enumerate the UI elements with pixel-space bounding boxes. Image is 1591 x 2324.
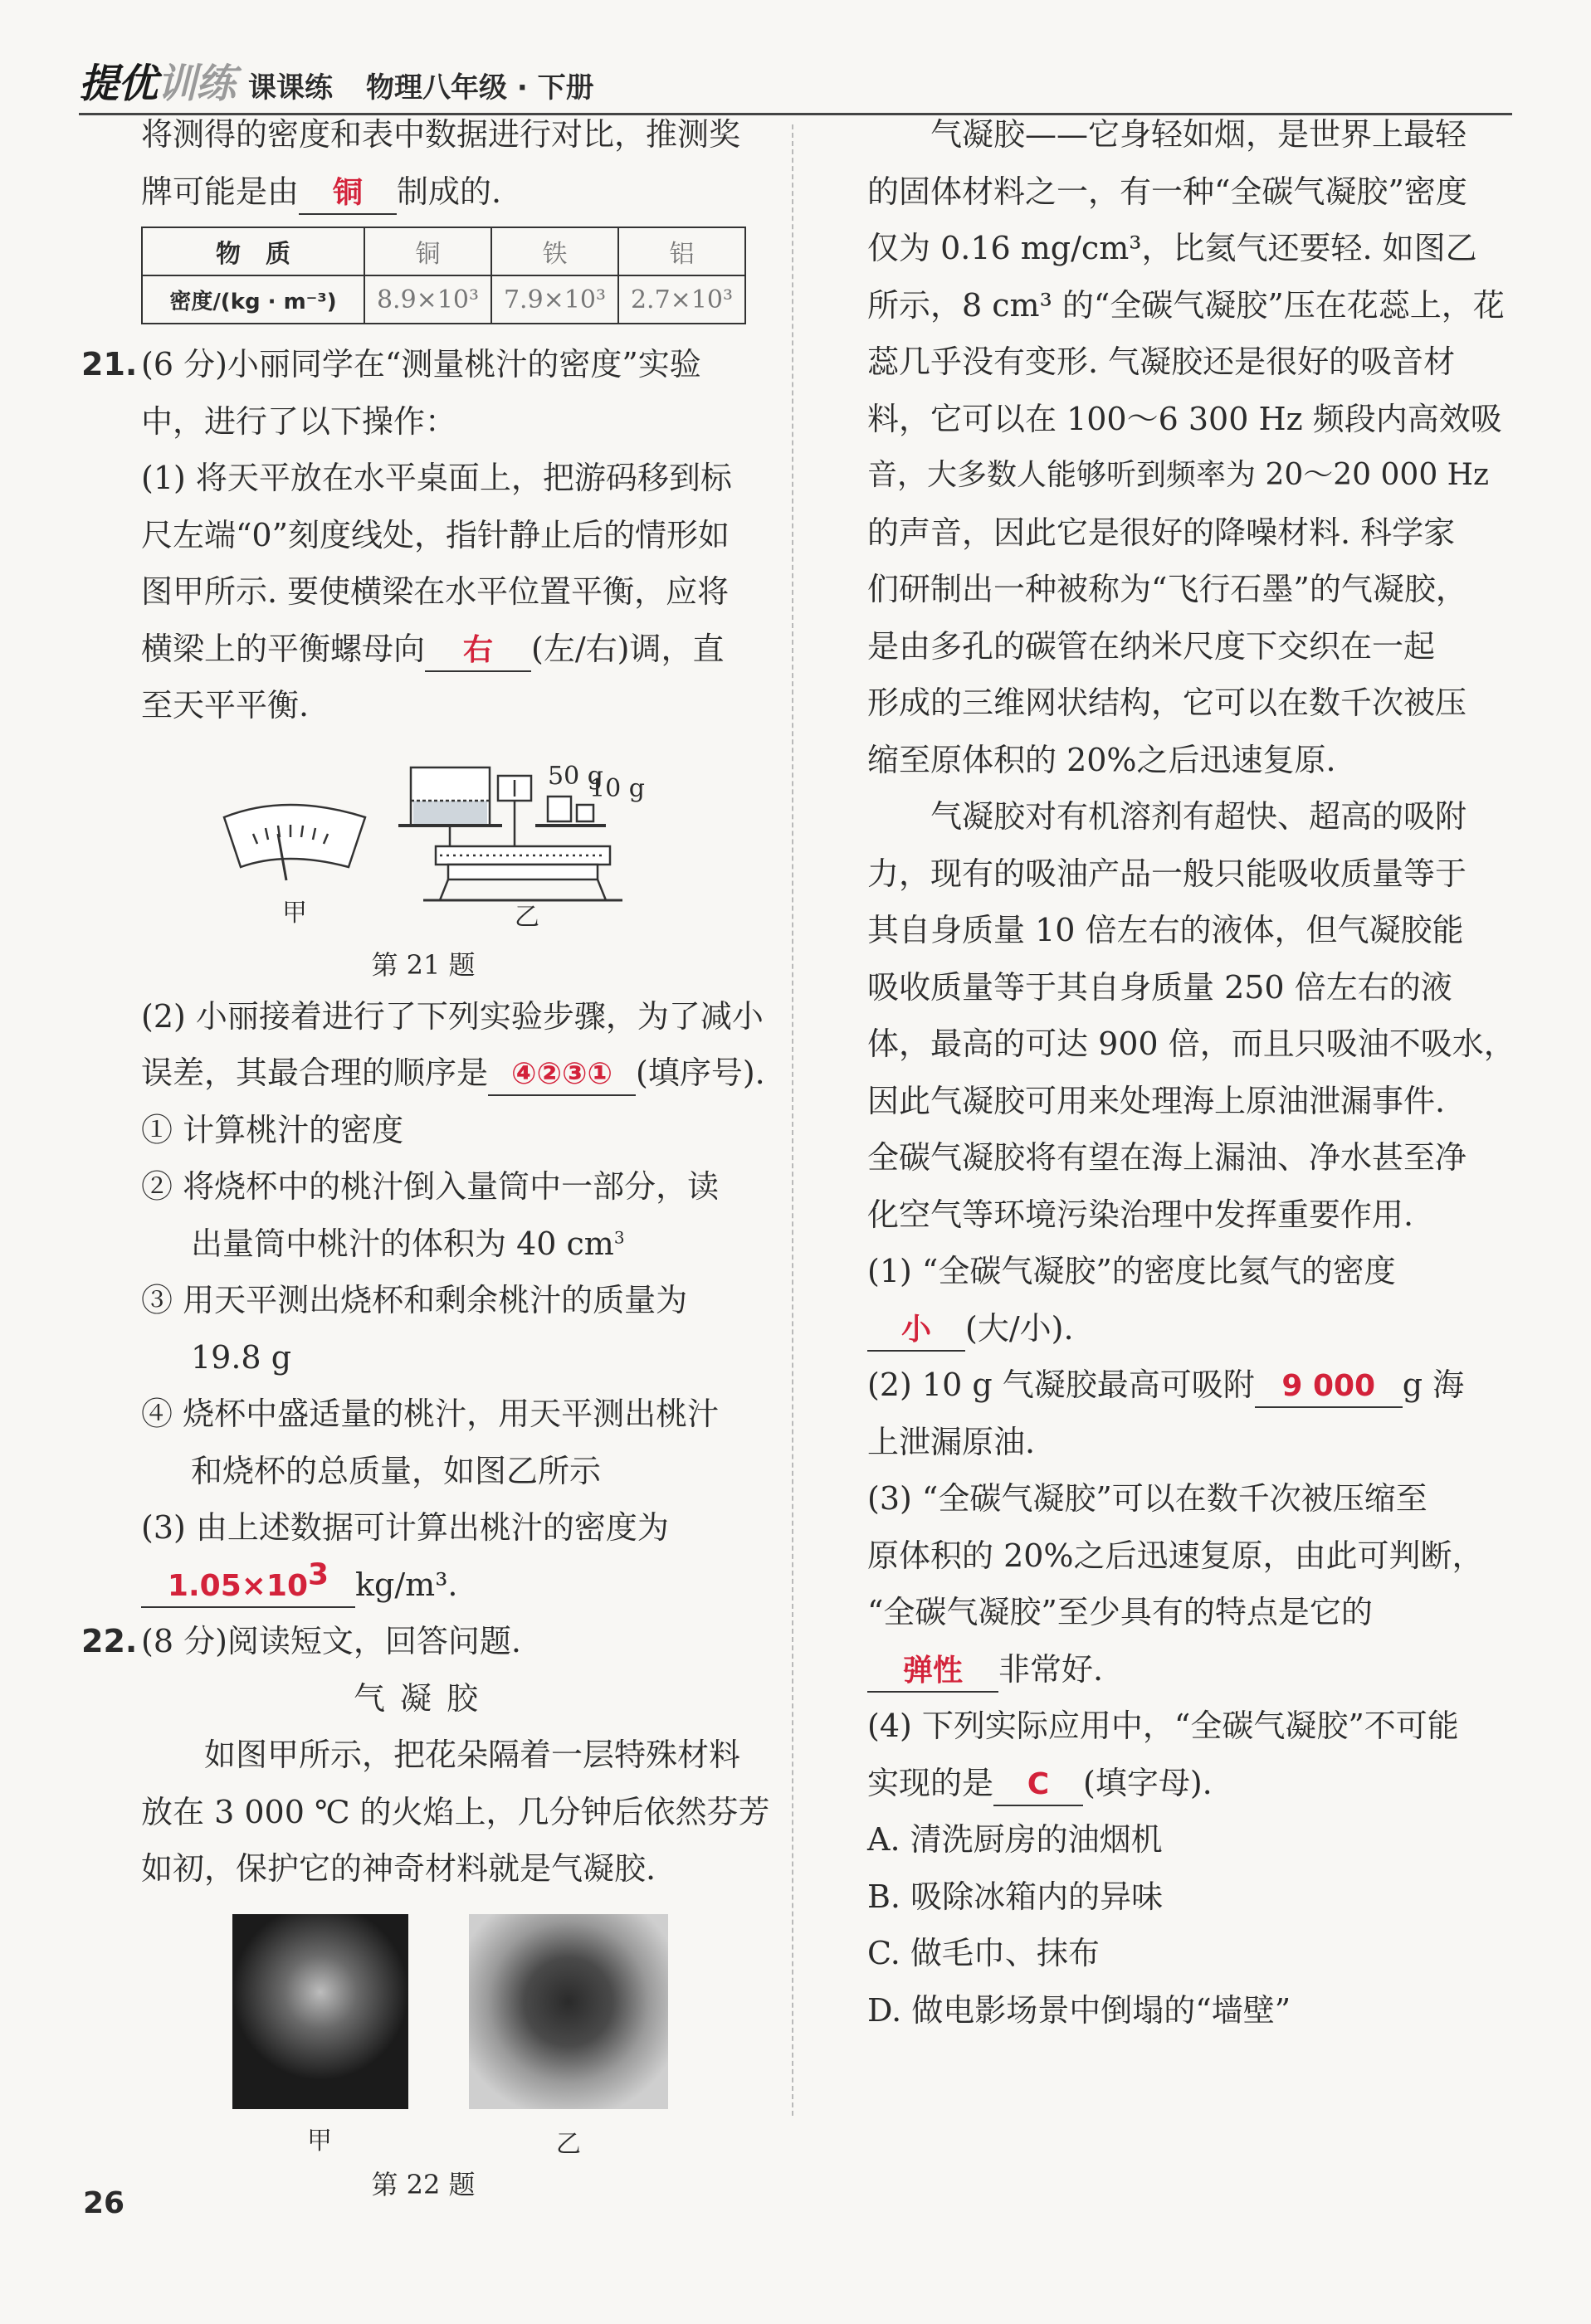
text-span: 横梁上的平衡螺母向 [141, 630, 426, 667]
answer-text: 1.05×10 [167, 1568, 309, 1603]
page-number: 26 [83, 2186, 125, 2220]
answer-text: ④②③① [511, 1057, 612, 1091]
text-span: 制成的. [397, 173, 502, 210]
answer-blank [867, 1649, 998, 1693]
answer-text: 铜 [333, 175, 364, 210]
text-line [867, 1755, 1510, 1812]
text-line: (3) 由上述数据可计算出桃汁的密度为 [141, 1509, 669, 1546]
text-line: 图甲所示. 要使横梁在水平位置平衡，应将 [141, 573, 730, 610]
step-2: ② 将烧杯中的桃汁倒入量筒中一部分，读 [141, 1168, 720, 1205]
text-line: 将测得的密度和表中数据进行对比，推测奖 [141, 116, 741, 153]
brand-logo [79, 51, 235, 109]
step-1: ① 计算桃汁的密度 [141, 1111, 404, 1148]
table-row [142, 275, 745, 324]
text-line: 其自身质量 10 倍左右的液体，但气凝胶能 [867, 912, 1464, 948]
brand-part-a: 提优 [79, 61, 158, 107]
answer-text: 右 [463, 632, 494, 667]
brand-part-b: 训练 [157, 61, 236, 107]
photo-aerogel-on-flower [469, 1914, 668, 2109]
figure-21 [83, 734, 764, 942]
text-line: 仅为 0.16 mg/cm³，比氦气还要轻. 如图乙 [867, 230, 1477, 266]
text-line [83, 163, 764, 221]
balance-pointer-dial [224, 805, 365, 880]
text-span: (8 分)阅读短文，回答问题. [141, 1623, 521, 1659]
table-row-label: 密度/(kg · m⁻³) [142, 275, 364, 324]
table-header-cell: 物 质 [142, 227, 364, 275]
text-span: (填字母). [1083, 1764, 1213, 1801]
text-span: (2) 10 g 气凝胶最高可吸附 [867, 1367, 1255, 1403]
text-span: 实现的是 [867, 1764, 994, 1801]
text-line: 缩至原体积的 20%之后迅速复原. [867, 741, 1336, 778]
text-line [867, 1300, 1510, 1357]
text-line: (1) “全碳气凝胶”的密度比氦气的密度 [867, 1253, 1396, 1289]
text-span: kg/m³. [355, 1566, 458, 1603]
text-span: (大/小). [965, 1309, 1074, 1347]
figure-21-drawing [83, 734, 764, 942]
figure-22-caption: 第 22 题 [371, 2168, 476, 2200]
figure-label-jia: 甲 [282, 898, 307, 928]
text-line: (3) “全碳气凝胶”可以在数千次被压缩至 [867, 1480, 1428, 1517]
table-cell: 2.7×10³ [618, 275, 745, 324]
table-header-cell: 铝 [618, 227, 745, 275]
text-span: g 海 [1402, 1367, 1465, 1403]
text-line: 所示，8 cm³ 的“全碳气凝胶”压在花蕊上，花 [867, 286, 1505, 324]
text-span: 出量筒中桃汁的体积为 40 cm [191, 1225, 614, 1262]
answer-blank [488, 1053, 636, 1096]
text-line: 原体积的 20%之后迅速复原，由此可判断， [867, 1537, 1484, 1574]
answer-text: 弹性 [902, 1653, 963, 1688]
question-21-line [83, 336, 764, 393]
text-line: 料，它可以在 100～6 300 Hz 频段内高效吸 [867, 400, 1502, 437]
step-4-cont: 和烧杯的总质量，如图乙所示 [191, 1452, 602, 1489]
text-line: 们研制出一种被称为“飞行石墨”的气凝胶， [867, 571, 1467, 607]
option-b: B. 吸除冰箱内的异味 [867, 1878, 1164, 1915]
table-header-cell: 铁 [491, 227, 618, 275]
option-d: D. 做电影场景中倒塌的“墙壁” [867, 1991, 1291, 2029]
density-table [141, 227, 746, 324]
figure-21-caption: 第 21 题 [371, 948, 476, 981]
figure-label-jia: 甲 [307, 2126, 332, 2156]
photo-flower-on-flame [232, 1914, 408, 2109]
text-line: 蕊几乎没有变形. 气凝胶还是很好的吸音材 [867, 343, 1456, 380]
answer-blank [425, 629, 531, 672]
table-header-cell: 铜 [364, 227, 491, 275]
text-span: (填序号). [636, 1055, 765, 1091]
answer-text: C [1027, 1766, 1050, 1801]
step-4: ④ 烧杯中盛适量的桃汁，用天平测出桃汁 [141, 1396, 720, 1432]
text-span: 非常好. [998, 1650, 1104, 1688]
question-number: 21. [81, 346, 138, 382]
text-line: 的固体材料之一，有一种“全碳气凝胶”密度 [867, 173, 1467, 210]
left-column [81, 106, 770, 2287]
text-line: 至天平平衡. [141, 687, 310, 724]
question-number: 22. [81, 1623, 138, 1659]
text-span: (左/右)调，直 [531, 630, 725, 667]
text-line: (4) 下列实际应用中，“全碳气凝胶”不可能 [867, 1708, 1459, 1744]
text-line: 气凝胶——它身轻如烟，是世界上最轻 [930, 116, 1467, 153]
step-3-cont: 19.8 g [191, 1338, 292, 1376]
text-line: 形成的三维网状结构，它可以在数千次被压 [867, 685, 1467, 721]
text-line [867, 1357, 1510, 1414]
header-series: 课课练 [248, 71, 334, 105]
table-cell: 8.9×10³ [364, 275, 491, 324]
question-22-line [83, 1613, 764, 1670]
step-3: ③ 用天平测出烧杯和剩余桃汁的质量为 [141, 1282, 688, 1318]
figure-22 [83, 1898, 764, 2287]
text-line: 如图甲所示，把花朵隔着一层特殊材料 [204, 1737, 741, 1773]
text-line: 音，大多数人能够听到频率为 20～20 000 Hz [867, 458, 1490, 492]
text-span: 牌可能是由 [141, 173, 300, 210]
text-line: 是由多孔的碳管在纳米尺度下交织在一起 [867, 627, 1436, 665]
answer-blank [141, 1557, 355, 1608]
answer-blank [299, 172, 397, 215]
table-cell: 7.9×10³ [491, 275, 618, 324]
text-line [867, 1641, 1510, 1698]
text-line: 放在 3 000 ℃ 的火焰上，几分钟后依然芬芳 [141, 1793, 770, 1830]
option-c: C. 做毛巾、抹布 [867, 1935, 1100, 1971]
text-line [83, 1557, 764, 1614]
text-line: 化空气等环境污染治理中发挥重要作用. [867, 1196, 1414, 1233]
text-span: 误差，其最合理的顺序是 [141, 1055, 489, 1091]
right-column [867, 106, 1515, 2039]
text-line: 尺左端“0”刻度线处，指针静止后的情形如 [141, 516, 730, 553]
text-line [83, 1045, 764, 1102]
step-2-cont [83, 1216, 764, 1273]
superscript: 3 [613, 1226, 625, 1247]
answer-text: 9 000 [1281, 1369, 1376, 1403]
figure-label-yi: 乙 [515, 902, 539, 932]
text-line: 力，现有的吸油产品一般只能吸收质量等于 [867, 855, 1467, 892]
text-line: 上泄漏原油. [867, 1423, 1036, 1460]
article-title: 气凝胶 [353, 1679, 493, 1717]
text-line: 气凝胶对有机溶剂有超快、超高的吸附 [930, 798, 1467, 835]
option-a: A. 清洗厨房的油烟机 [867, 1821, 1163, 1858]
answer-blank [867, 1308, 965, 1352]
text-line [83, 621, 764, 678]
text-line: (1) 将天平放在水平桌面上，把游码移到标 [141, 460, 732, 496]
weight-50g-label: 50 g [548, 761, 603, 791]
column-divider [792, 124, 793, 2116]
figure-label-yi: 乙 [556, 2129, 581, 2159]
text-line: 如初，保护它的神奇材料就是气凝胶. [141, 1850, 656, 1887]
text-span: (6 分)小丽同学在“测量桃汁的密度”实验 [141, 346, 701, 382]
answer-superscript: 3 [308, 1557, 329, 1591]
weight-10g-label: 10 g [589, 773, 645, 803]
answer-text: 小 [900, 1312, 931, 1347]
table-row [142, 227, 745, 275]
text-line: 吸收质量等于其自身质量 250 倍左右的液 [867, 968, 1452, 1006]
text-line: 中，进行了以下操作： [141, 402, 457, 440]
answer-blank [1255, 1365, 1403, 1408]
text-line: 体，最高的可达 900 倍，而且只吸油不吸水， [867, 1026, 1515, 1062]
header-subject: 物理八年级 · 下册 [366, 71, 594, 105]
text-line: 全碳气凝胶将有望在海上漏油、净水甚至净 [867, 1139, 1467, 1176]
text-line: (2) 小丽接着进行了下列实验步骤，为了减小 [141, 997, 764, 1035]
text-line: “全碳气凝胶”至少具有的特点是它的 [867, 1594, 1373, 1630]
answer-blank [993, 1763, 1083, 1806]
text-line: 的声音，因此它是很好的降噪材料. 科学家 [867, 514, 1456, 551]
page-header [79, 51, 594, 110]
text-line: 因此气凝胶可用来处理海上原油泄漏事件. [867, 1082, 1446, 1119]
